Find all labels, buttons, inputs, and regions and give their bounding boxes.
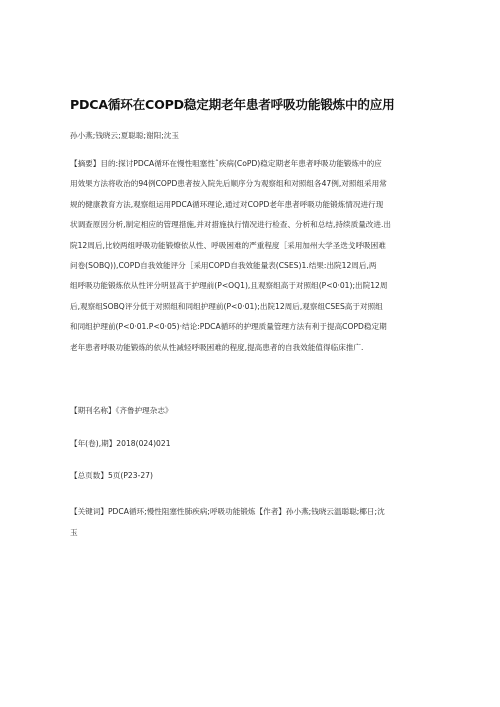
keywords-authors: 【关键词】PDCA循环;慢性阻塞性肺疾病;呼吸功能锻炼【作者】孙小燕;钱晓云温聪聪;椰日;沈 bbox=[70, 507, 385, 516]
abstract-line: 后,观察组SOBQ评分低于对照组和同组护理前(P<0·01);出院12周后,观察组CSES高于对照组 bbox=[70, 301, 383, 311]
abstract-line: 和同组护理前(P<0·01.P<0·05)·结论:PDCA循环的护理质量管理方法有利于提高COPD稳定期 bbox=[70, 322, 387, 332]
journal-name: 【期刊名称】《齐鲁护理杂志》 bbox=[70, 406, 173, 415]
abstract-line: 【摘要】目的:探讨PDCA循环在慢性咀塞性ˆ疾病(CoPD)稳定期老年患者呼吸功能锻炼中的应 bbox=[70, 159, 382, 168]
abstract-line: 规的健康教育方法,观察组运用PDCA循环理论,通过对COPD老年患者呼吸功能锻炼情况进行现 bbox=[70, 199, 384, 209]
abstract-line: 组呼吸功能锻炼依从性评分明显高于护理前(P<OQ1),且观察组高于对照组(P<0·01);出院12周 bbox=[70, 281, 388, 291]
abstract-line: 用效果方法将收治的94例COPD患者按入院先后顺序分为观察组和对照组各47例,对照组采用常 bbox=[70, 179, 387, 189]
abstract-line: 问卷(SOBQ)),COPD自我效能评分［采用COPD自我效能量表(CSES)1.结果:出院12周后,两 bbox=[70, 260, 377, 270]
abstract-line: 老年患者呼吸功能锻炼的依从性减轻呼吸困难的程度,提高患者的自我效能值得临床推广. bbox=[70, 342, 364, 352]
abstract-block bbox=[70, 159, 432, 363]
abstract-line: 院12周后,比较两组呼吸功能锻燎依从性、呼吸困难的严重程度［采用加州大学圣迭戈呼吸困难 bbox=[70, 240, 386, 250]
abstract-line: 状调查原因分析,制定相应的管理措施,并对措施执行情况进行检查、分析和总结,持续质量改进.出 bbox=[70, 220, 391, 230]
keywords-authors-continued: 玉 bbox=[70, 528, 78, 537]
author-list: 孙小燕;钱晓云;夏聪聪;谢阳;沈玉 bbox=[70, 131, 179, 140]
paper-title: PDCA循环在COPD稳定期老年患者呼吸功能锻炼中的应用 bbox=[70, 97, 395, 112]
year-volume-issue: 【年(卷),期】2018(024)021 bbox=[70, 439, 171, 448]
page-count: 【总页数】5页(P23-27) bbox=[70, 471, 153, 480]
